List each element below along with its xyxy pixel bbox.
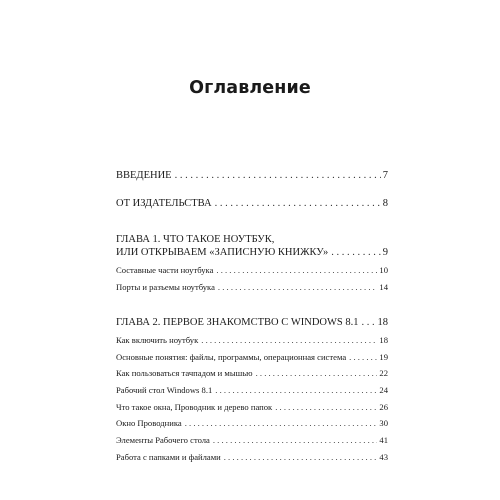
toc-entry-chapter2[interactable] <box>116 317 388 331</box>
toc-chapter1-title-line1[interactable]: ГЛАВА 1. ЧТО ТАКОЕ НОУТБУК, <box>116 234 275 245</box>
toc-entry-section[interactable] <box>116 402 388 416</box>
toc-leader-dots <box>175 170 381 181</box>
toc-leader-dots <box>218 282 377 292</box>
toc-entry-section[interactable] <box>116 418 388 432</box>
toc-entry-section[interactable] <box>116 282 388 296</box>
toc-entry-label: Как пользоваться тачпадом и мышью <box>116 368 253 378</box>
toc-entry-section[interactable] <box>116 335 388 349</box>
toc-entry-page: 30 <box>379 418 388 428</box>
toc-entry-page: 14 <box>379 282 388 292</box>
toc-leader-dots <box>224 452 378 462</box>
toc-entry-label: Окно Проводника <box>116 418 182 428</box>
toc-entry-chapter1[interactable] <box>116 247 388 261</box>
toc-entry-publisher[interactable] <box>116 198 388 212</box>
toc-entry-label: ГЛАВА 2. ПЕРВОЕ ЗНАКОМСТВО С WINDOWS 8.1 <box>116 317 359 328</box>
toc-entry-label: ИЛИ ОТКРЫВАЕМ «ЗАПИСНУЮ КНИЖКУ» <box>116 247 329 258</box>
toc-leader-dots <box>331 247 380 258</box>
toc-entry-label: Как включить ноутбук <box>116 335 199 345</box>
toc-entry-page: 18 <box>379 335 388 345</box>
page-title: Оглавление <box>189 78 311 98</box>
toc-leader-dots <box>275 402 377 412</box>
toc-leader-dots <box>349 352 377 362</box>
toc-entry-section[interactable] <box>116 452 388 466</box>
toc-entry-page: 7 <box>382 170 388 181</box>
toc-entry-label: Что такое окна, Проводник и дерево папок <box>116 402 273 412</box>
toc-entry-page: 43 <box>379 452 388 462</box>
toc-entry-intro[interactable] <box>116 170 388 184</box>
toc-leader-dots <box>256 368 378 378</box>
toc-entry-page: 8 <box>382 198 388 209</box>
toc-leader-dots <box>362 317 376 328</box>
toc-leader-dots <box>215 385 377 395</box>
toc-entry-section[interactable] <box>116 435 388 449</box>
toc-entry-section[interactable] <box>116 352 388 366</box>
toc-entry-page: 41 <box>379 435 388 445</box>
toc-entry-label: Порты и разъемы ноутбука <box>116 282 215 292</box>
toc-leader-dots <box>185 418 378 428</box>
toc-entry-label: Рабочий стол Windows 8.1 <box>116 385 213 395</box>
toc-entry-section[interactable] <box>116 368 388 382</box>
toc-entry-label: Составные части ноутбука <box>116 265 214 275</box>
toc-entry-page: 10 <box>379 265 388 275</box>
toc-entry-section[interactable] <box>116 385 388 399</box>
toc-entry-section[interactable] <box>116 265 388 279</box>
toc-entry-page: 24 <box>379 385 388 395</box>
toc-entry-label: Основные понятия: файлы, программы, операционная система <box>116 352 347 362</box>
toc-leader-dots <box>215 198 381 209</box>
toc-entry-label: ОТ ИЗДАТЕЛЬСТВА <box>116 198 212 209</box>
toc-entry-page: 18 <box>377 317 388 328</box>
toc-entry-page: 9 <box>382 247 388 258</box>
toc-leader-dots <box>201 335 377 345</box>
toc-leader-dots <box>213 435 378 445</box>
toc-entry-label: Работа с папками и файлами <box>116 452 221 462</box>
toc-entry-page: 22 <box>379 368 388 378</box>
toc-entry-page: 19 <box>379 352 388 362</box>
toc-entry-label: Элементы Рабочего стола <box>116 435 210 445</box>
toc-entry-label: ВВЕДЕНИЕ <box>116 170 172 181</box>
toc-leader-dots <box>216 265 377 275</box>
toc-entry-page: 26 <box>379 402 388 412</box>
